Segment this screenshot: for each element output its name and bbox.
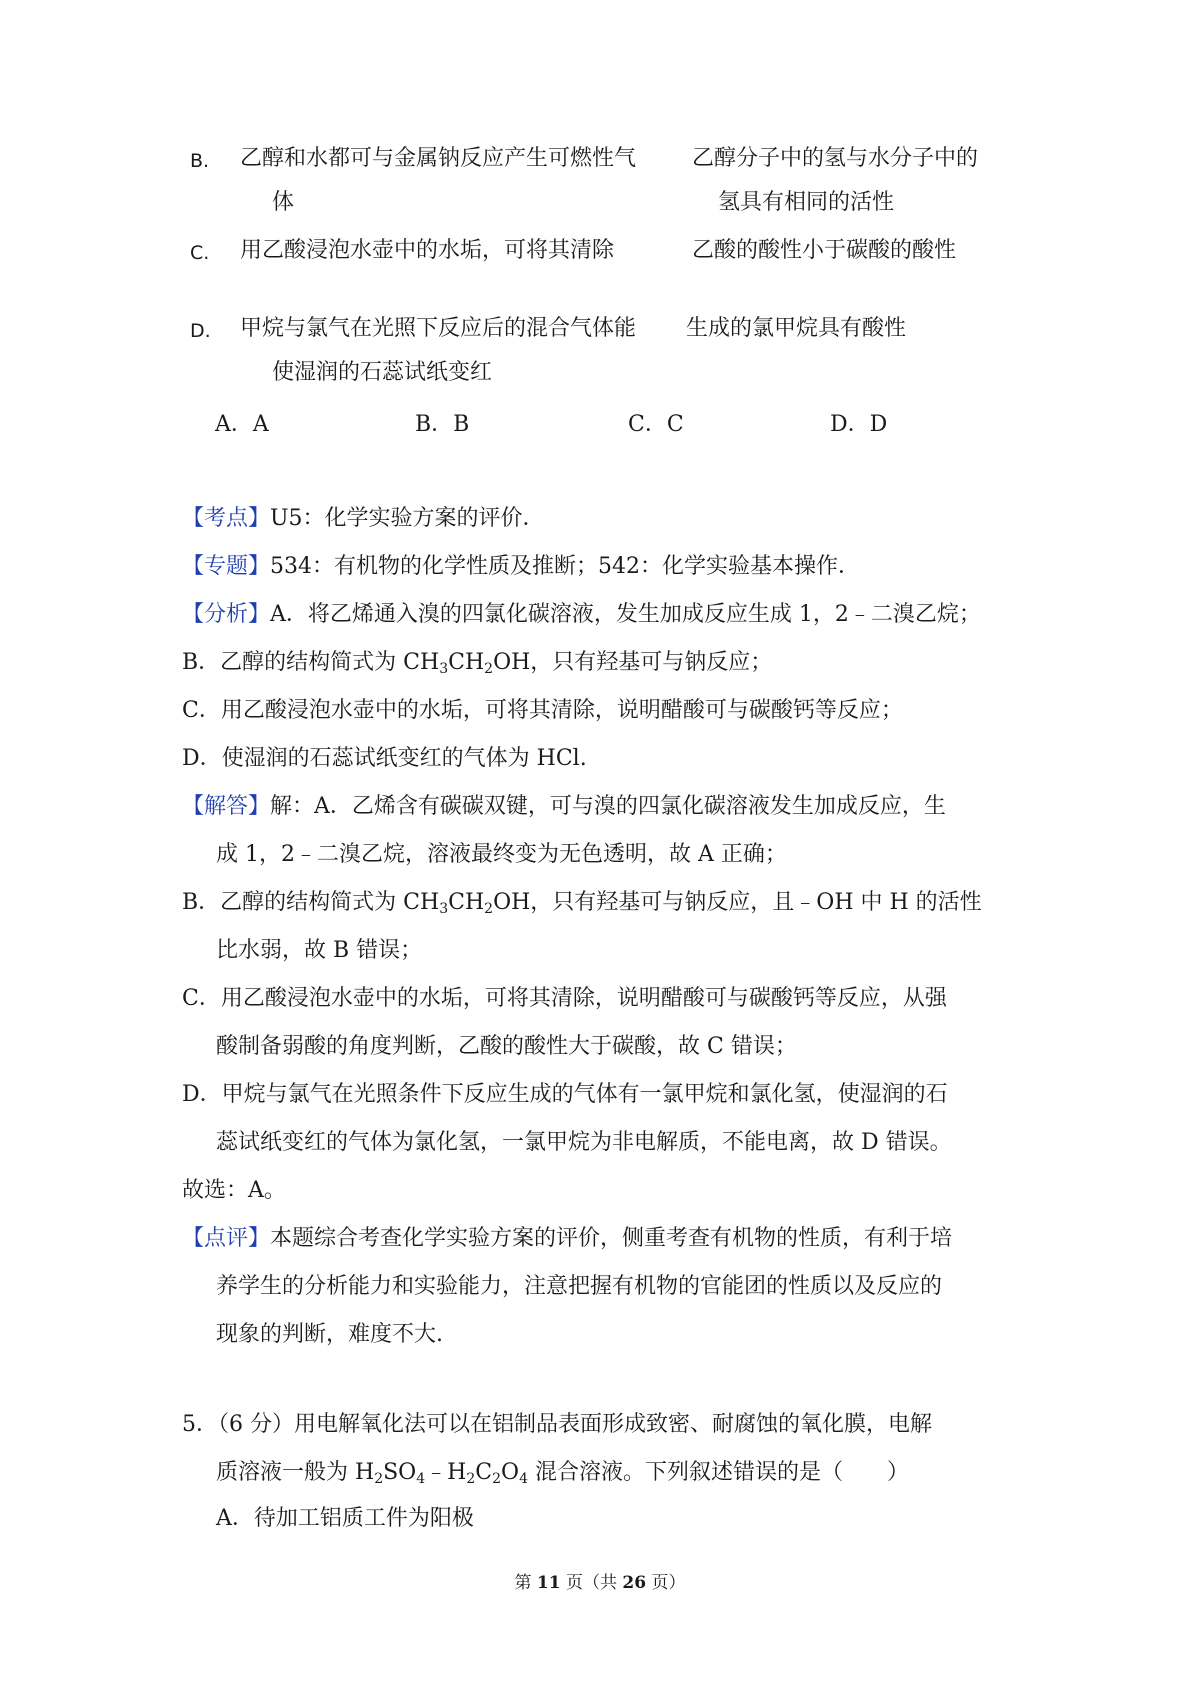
row-d-col1-line1: 甲烷与氯气在光照下反应后的混合气体能	[240, 316, 637, 341]
fenxi-a: A．将乙烯通入溴的四氯化碳溶液，发生加成反应生成 1，2﹣二溴乙烷；	[270, 602, 981, 627]
jieda-a1: 解：A．乙烯含有碳碳双键，可与溴的四氯化碳溶液发生加成反应，生	[270, 794, 946, 819]
row-b-letter: B.	[190, 150, 210, 172]
kaodian-line	[182, 504, 545, 534]
jieda-b-text: B．乙醇的结构简式为 CH	[182, 890, 440, 915]
dianping-line-3: 现象的判断，难度不大.	[216, 1322, 443, 1347]
subscript: 3	[439, 901, 449, 917]
row-b-col1-line2: 体	[272, 190, 295, 215]
subscript: 2	[466, 1471, 476, 1487]
row-c-letter: C.	[190, 242, 210, 264]
fenxi-line-c: C．用乙酸浸泡水壶中的水垢，可将其清除，说明醋酸可与碳酸钙等反应；	[182, 698, 903, 723]
jieda-tag: 【解答】	[182, 794, 271, 819]
q5-text: C	[475, 1460, 493, 1485]
q5-text: 质溶液一般为 H	[216, 1460, 375, 1485]
q5-text: 混合溶液。下列叙述错误的是（ ）	[527, 1460, 909, 1485]
row-b-col2-line2: 氢具有相同的活性	[718, 190, 895, 215]
subscript: 3	[439, 661, 449, 677]
row-d-col1-line2: 使湿润的石蕊试纸变红	[272, 360, 493, 385]
zhuanti-line	[182, 552, 860, 582]
row-b-col2-line1: 乙醇分子中的氢与水分子中的	[692, 146, 979, 171]
subscript: 4	[519, 1471, 528, 1487]
option-d: D．D	[830, 412, 888, 437]
page-number: 11	[536, 1573, 561, 1593]
zhuanti-tag: 【专题】	[182, 554, 271, 579]
option-b: B．B	[415, 412, 470, 437]
kaodian-tag: 【考点】	[182, 506, 271, 531]
fenxi-line-d: D．使湿润的石蕊试纸变红的气体为 HCl.	[182, 746, 587, 771]
fenxi-b-text: B．乙醇的结构简式为 CH	[182, 650, 440, 675]
q5-line-1: 5．（6 分）用电解氧化法可以在铝制品表面形成致密、耐腐蚀的氧化膜，电解	[182, 1412, 932, 1437]
jieda-line-b1	[182, 888, 982, 918]
option-c: C．C	[628, 412, 684, 437]
kaodian-text: U5：化学实验方案的评价．	[270, 506, 545, 531]
subscript: 2	[484, 661, 494, 677]
dianping-tag: 【点评】	[182, 1226, 271, 1251]
zhuanti-text: 534：有机物的化学性质及推断；542：化学实验基本操作．	[270, 554, 860, 579]
subscript: 2	[492, 1471, 502, 1487]
jieda-line-c1: C．用乙酸浸泡水壶中的水垢，可将其清除，说明醋酸可与碳酸钙等反应，从强	[182, 986, 947, 1011]
subscript: 2	[374, 1471, 384, 1487]
page-total: 26	[622, 1573, 647, 1593]
q5-text: O	[501, 1460, 520, 1485]
footer-text: 页）	[646, 1573, 686, 1593]
jieda-conclusion: 故选：A。	[182, 1178, 286, 1203]
row-d-col2: 生成的氯甲烷具有酸性	[686, 316, 907, 341]
option-a: A．A	[215, 412, 269, 437]
q5-text: SO	[383, 1460, 417, 1485]
jieda-b-text: OH，只有羟基可与钠反应，且﹣OH 中 H 的活性	[493, 890, 982, 915]
row-b-col1-line1: 乙醇和水都可与金属钠反应产生可燃性气	[240, 146, 637, 171]
q5-option-a: A．待加工铝质工件为阳极	[216, 1506, 474, 1531]
row-c-col2: 乙酸的酸性小于碳酸的酸性	[692, 238, 957, 263]
q5-line-2	[216, 1458, 909, 1488]
dianping-line-2: 养学生的分析能力和实验能力，注意把握有机物的官能团的性质以及反应的	[216, 1274, 943, 1299]
subscript: 4	[416, 1471, 426, 1487]
fenxi-b-text: CH	[448, 650, 485, 675]
jieda-line-d1: D．甲烷与氯气在光照条件下反应生成的气体有一氯甲烷和氯化氢，使湿润的石	[182, 1082, 948, 1107]
row-c-col1: 用乙酸浸泡水壶中的水垢，可将其清除	[240, 238, 615, 263]
fenxi-b-text: OH，只有羟基可与钠反应；	[493, 650, 773, 675]
dianping-l1: 本题综合考查化学实验方案的评价，侧重考查有机物的性质，有利于培	[270, 1226, 953, 1251]
jieda-b-text: CH	[448, 890, 485, 915]
q5-text: ﹣H	[425, 1460, 467, 1485]
fenxi-tag: 【分析】	[182, 602, 271, 627]
subscript: 2	[484, 901, 494, 917]
jieda-line-a2: 成 1，2﹣二溴乙烷，溶液最终变为无色透明，故 A 正确；	[216, 842, 787, 867]
footer-text: 页（共	[560, 1573, 623, 1593]
jieda-line-a1	[182, 792, 946, 822]
fenxi-line-a	[182, 600, 981, 630]
footer-text: 第	[514, 1573, 537, 1593]
row-d-letter: D.	[190, 320, 211, 342]
fenxi-line-b	[182, 648, 772, 678]
dianping-line-1	[182, 1224, 952, 1254]
jieda-line-b2: 比水弱，故 B 错误；	[216, 938, 423, 963]
page-footer	[0, 1568, 1200, 1593]
jieda-line-c2: 酸制备弱酸的角度判断，乙酸的酸性大于碳酸，故 C 错误；	[216, 1034, 797, 1059]
jieda-line-d2: 蕊试纸变红的气体为氯化氢，一氯甲烷为非电解质，不能电离，故 D 错误。	[216, 1130, 952, 1155]
